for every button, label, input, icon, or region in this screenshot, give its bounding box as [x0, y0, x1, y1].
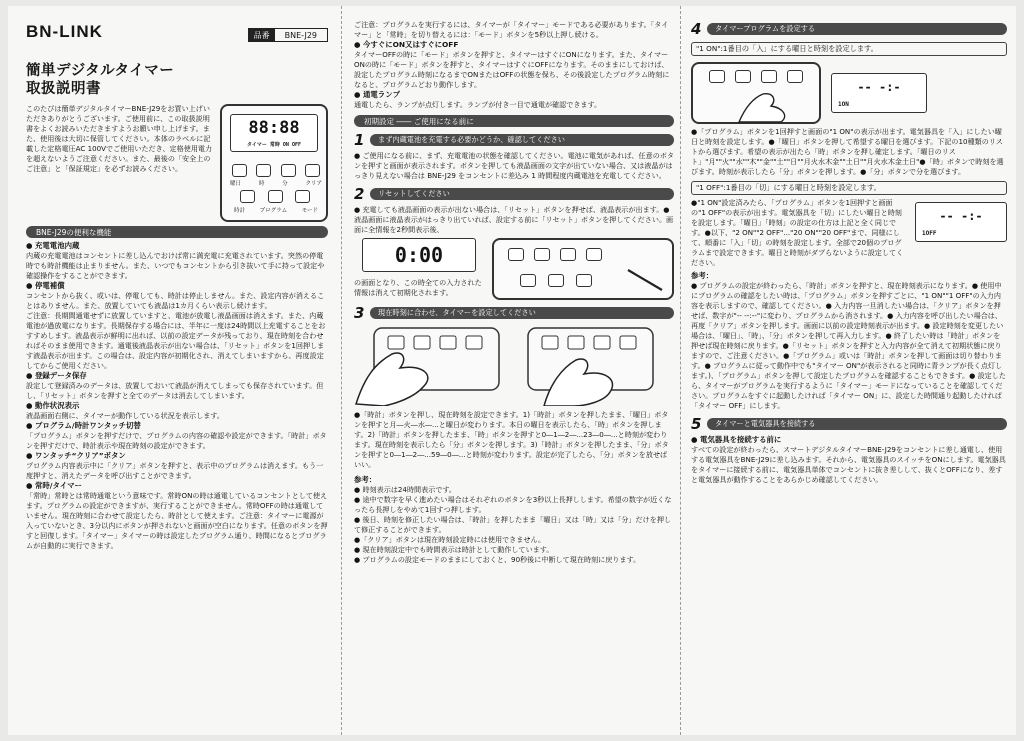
lcd-dashes: -- -:-: [857, 80, 901, 94]
feature-text: 液晶画面右側に、タイマーが動作している状況を表示します。: [26, 411, 224, 420]
day-button[interactable]: [709, 70, 725, 83]
feature-heading: ● 常時/タイマー: [26, 481, 82, 490]
manual-sheet: [8, 6, 1016, 735]
reference-heading: 参考：: [691, 271, 714, 280]
step-number: 4: [691, 20, 702, 38]
step-number: 5: [691, 415, 702, 433]
clear-button[interactable]: [305, 164, 320, 177]
hour-button[interactable]: [534, 248, 550, 261]
hand-pressing-buttons-icon: [514, 324, 664, 406]
program-lcd-on: [831, 73, 927, 113]
feature-heading: ● プログラム/時計ワンタッチ切替: [26, 421, 141, 430]
model-value: BNE-J29: [284, 30, 317, 40]
reset-lcd-digits: 0:00: [394, 243, 444, 267]
step-1-text: ● ご使用になる前に、まず、充電電池の状態を確認してください。電池に電気があれば、任意のボタンを押すと画面が表示されます。ボタンを押しても液晶画面の文字が出ていない場合、又は液晶がはっきり見えない場合は BNE-J29 をコンセントに差込み 1 時間程度内蔵電池を充電してください。: [354, 151, 674, 180]
reset-lcd: [362, 238, 476, 272]
minute-button[interactable]: [761, 70, 777, 83]
step-number: 2: [354, 185, 365, 203]
note-text: 通電したら、ランプが点灯します。ランプが付き一目で通電が確認できます。: [354, 100, 602, 109]
title-line-2: 取扱説明書: [26, 81, 101, 97]
program-lcd-off: [915, 202, 1007, 242]
program-button[interactable]: [548, 274, 564, 287]
hour-label: 時: [258, 181, 265, 187]
mode-button[interactable]: [576, 274, 592, 287]
reset-tail-text: の画面となり、この時全ての入力された情報は消えて初期化されます。: [354, 278, 482, 297]
reference-item: ● 途中で数字を早く進めたい場合はそれぞれのボタンを3秒以上長押しします。希望の数字が近くなったら長押しをやめて1回すつ押します。: [354, 495, 672, 514]
hour-button[interactable]: [735, 70, 751, 83]
fold-line: [341, 6, 342, 735]
minute-label: 分: [282, 181, 288, 187]
program-button[interactable]: [268, 190, 283, 203]
mode-label: モード: [301, 208, 318, 214]
clock-button[interactable]: [240, 190, 255, 203]
step-1-heading: [354, 131, 674, 149]
column-2: [354, 20, 674, 725]
note-text: ご注意：プログラムを実行するには、タイマーが「タイマー」モードである必要があります。「タイマー」と「常時」を切り替えるには：「モード」ボタンを5秒以上押し続ける。: [354, 20, 669, 39]
on-setting-box: "1 ON":1番目の「入」にする曜日と時刻を設定します。: [691, 42, 1007, 56]
clear-button[interactable]: [586, 248, 602, 261]
step-3-heading: [354, 304, 674, 322]
feature-text: プログラム内容表示中に「クリア」ボタンを押すと、表示中のプログラムは消えます。もう一度押すと、消えたデータを呼び出すことができます。: [26, 461, 324, 480]
program-device-illustration: [691, 62, 821, 124]
clock-setting-steps: ●「時計」ボタンを押し、現在時刻を設定できます。1)「時計」ボタンを押したまま、「曜日」ボタンを押すと月―火―水―...と曜日が変わります。本日の曜日を表示したら、「時」ボタンを押します。2)「時計」ボタンを押したまま、「時」ボタンを押すと0―1―2―...23―0―...と時刻が変わります。現在時刻を表示したら「分」ボタンを押します。3)「時計」ボタンを押したまま、「分」ボタンを押すと0―1―2―...59―0―...と時刻が変わります。設定が完了したら、「分」ボタンを放せばいい。: [354, 410, 669, 469]
connect-text: すべての設定が終わったら、スマートデジタルタイマーBNE-J29をコンセントに差し通電し、使用する電気器具をBNE-J29に差し込みます。それから、電気器具のスイッチをONにします。電気器具をタイマーに接続する前に、電気器具単体でコンセントに抜き差しして、抜くとOFFになり、差すと電気器具が動作することをあらかじめ確認してください。: [691, 445, 1006, 484]
reference-item: ● 後日、時刻を修正したい場合は、「時計」を押したまま「曜日」又は「時」又は「分」だけを押して修正することができます。: [354, 515, 672, 534]
feature-heading: ● 充電電池内蔵: [26, 241, 80, 250]
step-label: リセットしてください: [370, 188, 674, 200]
column-1: [26, 20, 328, 725]
feature-heading: ● 停電補償: [26, 281, 65, 290]
hour-button[interactable]: [256, 164, 271, 177]
note-text: タイマーOFFの時に「モード」ボタンを押すと、タイマーはすぐにONになります。また、タイマーONの時に「モード」ボタンを押すと、タイマーはすぐにOFFになります。そのままにしておけば、設定したプログラム時刻になるまでONまたはOFFの状態を保ち、その後設定したプログラム時刻になると、プログラムどおり動作します。: [354, 50, 670, 89]
hand-illustrations: [354, 324, 674, 406]
initial-setup-heading: 初期設定 ―― ご使用になる前に: [354, 115, 674, 127]
hand-pressing-buttons-icon: [354, 324, 504, 406]
day-label: 曜日: [230, 181, 242, 187]
feature-text: 内蔵の充電電池はコンセントに差し込んでおけば常に満充電に充電されています。突然の停電時でも時計機能は止まりません。また、いつでもコンセントから引き抜いて手に持って設定や確認操作をすることができます。: [26, 251, 325, 280]
step-label: タイマーと電気器具を接続する: [707, 418, 1007, 430]
title-line-1: 簡単デジタルタイマー: [26, 63, 175, 79]
timer-lcd: [230, 114, 318, 152]
clock-button[interactable]: [520, 274, 536, 287]
column-3: [691, 20, 1007, 725]
model-number: [248, 28, 328, 42]
off-setting-box: "1 OFF":1番目の「切」にする曜日と時刻を設定します。: [691, 181, 1007, 195]
reference-item: ● 時刻表示は24時間表示です。: [354, 485, 457, 494]
step-5-heading: [691, 415, 1007, 433]
feature-heading: ● ワンタッチ“クリア”ボタン: [26, 451, 126, 460]
off-setting-text: ●"1 ON"設定済みたら、「プログラム」ボタンを1回押すと画面の"1 OFF"の表示が出ます。電気器具を「切」にしたい曜日と時刻を設定します。「曜日」「時刻」の設定の仕方は上記と全く同じです。●以下、"2 ON""2 OFF"..."20 ON""20 OFF"まで、同様にして、順番に「入」「切」の時刻を設定します。全部で20個のプログラムまで設定できます。曜日と時刻がダブらないように設定してください。: [691, 198, 904, 267]
day-button[interactable]: [508, 248, 524, 261]
step-number: 1: [354, 131, 365, 149]
fold-line: [680, 6, 681, 735]
brand-logo: BN-LINK: [26, 22, 103, 41]
step-2-text: ● 充電しても液晶画面の表示が出ない場合は、「リセット」ボタンを押せば、液晶表示が出ます。● 液晶画面に液晶表示がはっきり出ていれば、設定する前に「リセット」ボタンを押してください。画面に全情報を2秒間表示後、: [354, 205, 674, 234]
feature-text: コンセントから抜く、或いは、停電しても、時計は停止しません。また、設定内容が消えることはありません。また、放置していても液晶は1カ月くらい表示し続けます。: [26, 291, 325, 310]
feature-text: 「常時」常時とは常時通電という意味です。常時ONの時は通電しているコンセントとして使えます。プログラムの設定ができますが、実行することができません。常時OFFの時は通電していません。現在時刻に合わせて設定したら、時計として使えます。ご注意：タイマーに電源が入っていないとき、3分以内にボタンが押されないと画面が空白になります。任意のボタンを押すと回復します。「タイマー」タイマーの時は設定したプログラム通り、時間になるとプログラムが自動的に実行できます。: [26, 491, 328, 550]
step-2-heading: [354, 185, 674, 203]
feature-heading: ● 動作状況表示: [26, 401, 80, 410]
pen-icon: [626, 268, 666, 294]
feature-heading: ● 登録データ保存: [26, 371, 87, 380]
feature-text: 「プログラム」ボタンを押すだけで、プログラムの内容の確認や設定ができます。「時計」ボタンを押すだけで、時計表示や現在時刻の設定ができます。: [26, 431, 327, 450]
program-reference-text: ● プログラムの設定が終わったら、「時計」ボタンを押すと、現在時刻表示になります。● 使用中にプログラムの確認をしたい時は、「プログラム」ボタンを押すごとに、"1 ON""1 OFF"の入力内容を表示しますので、確認してください。● 入力内容一旦消したい場合は、「クリア」ボタンを押せば、数字が"-- --:--"に変わり、プログラムから消されます。● 入力内容を呼び出したい場合は、再度「クリア」ボタンを押します。画面に以前の設定時刻表示が出ます。● 設定時刻を変更したい場合は、「曜日」、「時」、「分」ボタンを押して再入力します。● 終了したい時は「時計」ボタンを押せば現在時刻に戻ります。●「リセット」ボタンを押すと入力内容が全て消えて初期状態に戻りますので、ご注意ください。●「プログラム」或いは「時計」ボタンを押して画面は切り替わります。● プログラムに従って動作中でも"タイマー ON"が表示されると同時に青ランプが長く点灯します。)、「プログラム」ボタンを押して設定したプログラムを確認することもできます。● 設定したら、タイマーがプログラムを実行するように「タイマー」モードになっていることを確認してください。プログラムをすぐに起動したければ「タイマー ON」に、設定した時間通り起動したければ「タイマー OFF」にします。: [691, 281, 1006, 410]
lcd-digits: 88:88: [248, 118, 300, 138]
mode-button[interactable]: [295, 190, 310, 203]
reference-list: [354, 485, 674, 565]
mode-notes: [354, 20, 674, 110]
connect-heading: ● 電気器具を接続する前に: [691, 435, 782, 444]
on-setting-text: ●「プログラム」ボタンを1回押すと画面の"1 ON"の表示が出ます。電気器具を「入」にしたい曜日と時刻を設定します。●「曜日」ボタンを押して希望する曜日を選びます。下記の10種類のリストから選びます。希望の表示が出たら「時」ボタンを押し確定します。「曜日のリスト」"月""火""水""木""金""土""日""月火水木金""土日""月火水木金土日"●「時」ボタンで時刻を選びます。時刻が表示したら「分」ボタンを押します。●「分」ボタンで分を選びます。: [691, 127, 1004, 176]
lcd-status: タイマー 常時 ON OFF: [247, 142, 301, 148]
lcd-on-indicator: 1ON: [838, 101, 849, 108]
day-button[interactable]: [232, 164, 247, 177]
intro-text: このたびは簡単デジタルタイマーBNE-J29をお買い上げいただきありがとうございます。ご使用前に、この取扱説明書をよくお読みいただきますようお願い申し上げます。また、使用後は大切に保管してください。本体のラベルに記載した定格電圧AC 100Vでご使用いただき、定格使用電力を超えないようご注意ください。また、最後の「安全上のご注意」と「保証規定」を必ずお読みください。: [26, 104, 213, 173]
step-number: 3: [354, 304, 365, 322]
model-label: 品番: [249, 29, 275, 41]
reset-device-illustration: [492, 238, 674, 300]
clock-label: 時計: [234, 208, 246, 214]
clear-label: クリア: [305, 181, 322, 187]
note-heading: ● 通電ランプ: [354, 90, 400, 99]
reference-heading: 参考：: [354, 475, 377, 484]
step-label: まず内蔵電池を充電する必要かどうか、確認してください: [370, 134, 674, 146]
feature-text: 設定して登録済みのデータは、放置しておいて液晶が消えてしまっても保存されています。但し、「リセット」ボタンを押すと全てのデータは消去してしまいます。: [26, 381, 324, 400]
features-heading: BNE-J29の便利な機能: [26, 226, 328, 238]
feature-text: ご注意：長期間通電せずに放置していますと、電池が放電し液晶画面は消えます。また、内蔵電池が過放電になります。長期保存する場合には、半年に一度は24時間以上充電することをおすすめします。液晶表示が鮮明に出れば、以前の設定データが残っており、現在時刻を合わせればそのまま使用できます。通電後液晶表示が出ない場合は、「リセット」ボタンを1回押します液晶表示が出ます。この場合は、設定内容が初期化され、消えてしまいますから、再度設定してからご使用ください。: [26, 311, 326, 370]
step-label: 現在時刻に合わせ、タイマーを設定してください: [370, 307, 674, 319]
features-list: [26, 241, 328, 551]
timer-device-illustration: [220, 104, 328, 222]
program-label: プログラム: [259, 208, 288, 214]
lcd-off-indicator: 1OFF: [922, 230, 937, 237]
clear-button[interactable]: [787, 70, 803, 83]
lcd-dashes: -- -:-: [939, 209, 983, 223]
finger-pointing-icon: [733, 86, 793, 124]
reference-item: ● 現在時刻設定中でも時間表示は時計として動作しています。: [354, 545, 554, 554]
reference-item: ●「クリア」ボタンは現在時刻設定時には使用できません。: [354, 535, 546, 544]
minute-button[interactable]: [560, 248, 576, 261]
step-label: タイマープログラムを設定する: [707, 23, 1007, 35]
minute-button[interactable]: [281, 164, 296, 177]
reference-item: ● プログラムの設定モードのままにしておくと、90秒後に中断して現在時刻に戻ります。: [354, 555, 641, 564]
step-4-heading: [691, 20, 1007, 38]
note-heading: ● 今すぐにON又はすぐにOFF: [354, 40, 459, 49]
